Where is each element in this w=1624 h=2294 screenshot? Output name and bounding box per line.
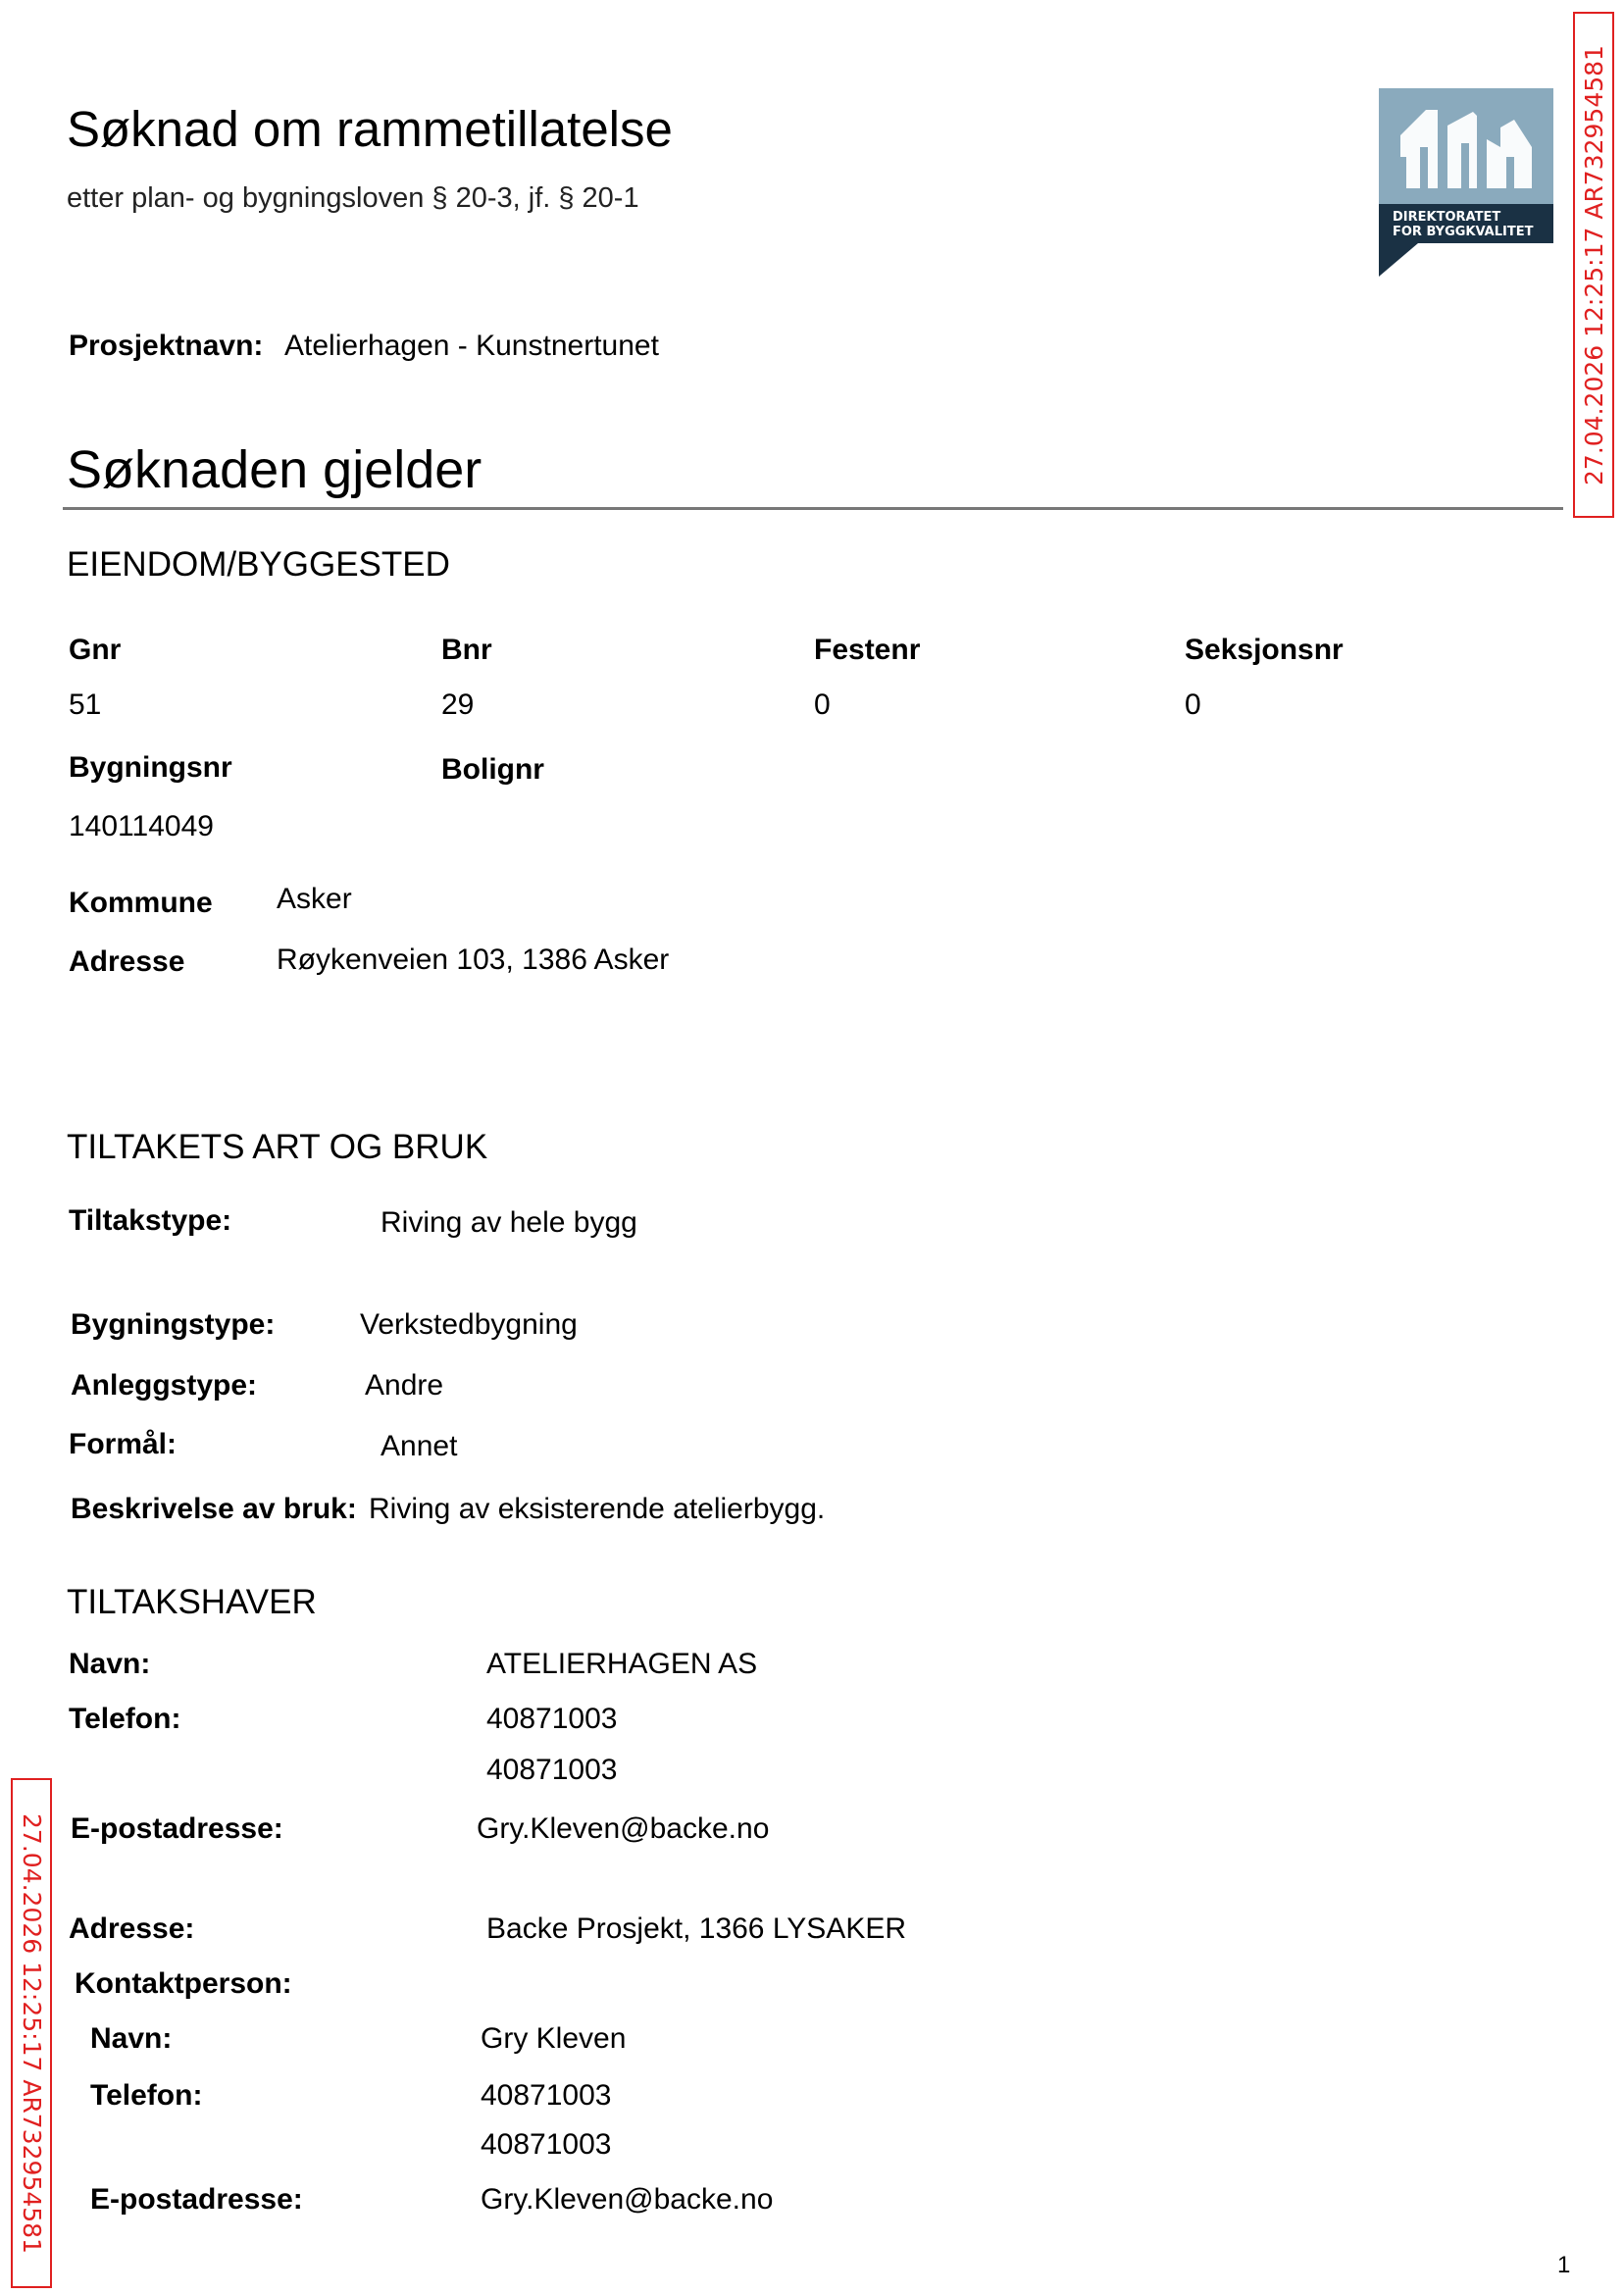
bnr-value: 29 [441,688,475,721]
heading-divider [63,507,1563,510]
bygningstype-value: Verkstedbygning [360,1308,578,1341]
kontakt-navn-label: Navn: [90,2022,173,2055]
gnr-value: 51 [69,688,102,721]
festenr-label: Festenr [814,634,921,666]
tiltak-heading: TILTAKETS ART OG BRUK [67,1128,488,1166]
beskrivelse-value: Riving av eksisterende atelierbygg. [369,1493,826,1525]
logo-text [1379,204,1553,243]
date-stamp-right-text: 27.04.2026 12:25:17 AR732954581 [1579,44,1608,485]
tiltakshaver-epost-value: Gry.Kleven@backe.no [477,1812,770,1845]
tiltakshaver-telefon-label: Telefon: [69,1703,181,1735]
kontakt-telefon-label: Telefon: [90,2079,203,2112]
kontakt-epost-label: E-postadresse: [90,2183,303,2216]
beskrivelse-label: Beskrivelse av bruk: [71,1493,357,1525]
anleggstype-label: Anleggstype: [71,1369,258,1402]
property-heading: EIENDOM/BYGGESTED [67,545,450,584]
bygningstype-label: Bygningstype: [71,1308,276,1341]
tiltakshaver-navn-label: Navn: [69,1648,151,1680]
tiltakshaver-telefon1-value: 40871003 [486,1703,618,1735]
tiltakshaver-adresse-value: Backe Prosjekt, 1366 LYSAKER [486,1912,906,1945]
bolignr-label: Bolignr [441,753,544,786]
seksjonsnr-label: Seksjonsnr [1185,634,1344,666]
formal-value: Annet [381,1430,458,1462]
tiltakstype-value: Riving av hele bygg [381,1206,637,1239]
main-heading: Søknaden gjelder [67,440,482,499]
bnr-label: Bnr [441,634,492,666]
date-stamp-left-text: 27.04.2026 12:25:17 AR732954581 [17,1812,46,2254]
festenr-value: 0 [814,688,831,721]
bygningsnr-value: 140114049 [69,810,214,842]
date-stamp-left [11,1778,52,2288]
kommune-value: Asker [277,883,352,915]
project-value: Atelierhagen - Kunstnertunet [284,330,659,362]
tiltakstype-label: Tiltakstype: [69,1204,232,1237]
tiltakshaver-telefon2-value: 40871003 [486,1754,618,1786]
tiltakshaver-heading: TILTAKSHAVER [67,1583,317,1621]
logo-text-line-1: DIREKTORATET [1393,210,1501,225]
formal-label: Formål: [69,1428,178,1460]
kontakt-navn-value: Gry Kleven [481,2022,627,2055]
page-title: Søknad om rammetillatelse [67,101,673,157]
date-stamp-right [1573,12,1614,518]
kontaktperson-label: Kontaktperson: [75,1967,292,2000]
gnr-label: Gnr [69,634,122,666]
project-label: Prosjektnavn: [69,330,264,362]
seksjonsnr-value: 0 [1185,688,1201,721]
logo-tail [1379,243,1418,277]
anleggstype-value: Andre [365,1369,444,1402]
page-number: 1 [1557,2252,1571,2278]
bygningsnr-label: Bygningsnr [69,751,232,784]
building-icon [1379,88,1553,204]
dibk-logo [1379,88,1553,277]
kontakt-telefon2-value: 40871003 [481,2128,612,2161]
page-subtitle: etter plan- og bygningsloven § 20-3, jf. § 20-1 [67,182,639,214]
adresse-value: Røykenveien 103, 1386 Asker [277,943,670,976]
kommune-label: Kommune [69,887,213,919]
tiltakshaver-navn-value: ATELIERHAGEN AS [486,1648,758,1680]
logo-text-line-2: FOR BYGGKVALITET [1393,225,1534,239]
kontakt-epost-value: Gry.Kleven@backe.no [481,2183,774,2216]
adresse-label: Adresse [69,945,185,978]
tiltakshaver-epost-label: E-postadresse: [71,1812,283,1845]
tiltakshaver-adresse-label: Adresse: [69,1912,195,1945]
kontakt-telefon1-value: 40871003 [481,2079,612,2112]
